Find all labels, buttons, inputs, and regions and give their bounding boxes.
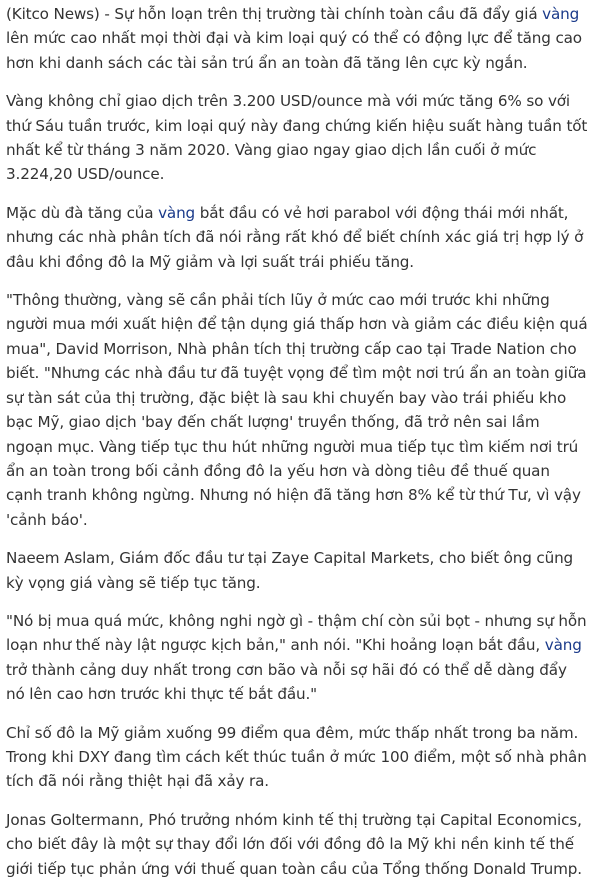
paragraph-3 (6, 201, 590, 274)
gold-link[interactable]: vàng (544, 636, 582, 655)
text-segment: lên mức cao nhất mọi thời đại và kim loại quý có thể có động lực để tăng cao hơn khi danh sách các tài sản trú ẩn an toàn đã tăng lên cực kỳ ngắn. (6, 29, 582, 72)
paragraph-7 (6, 721, 590, 794)
gold-link[interactable]: vàng (542, 5, 580, 23)
text-segment: Vàng không chỉ giao dịch trên 3.200 USD/ounce mà với mức tăng 6% so với thứ Sáu tuần trước, kim loại quý này đang chứng kiến hiệu suất hàng tuần tốt nhất kể từ tháng 3 năm 2020. Vàng giao ngay giao dịch lần cuối ở mức 3.224,20 USD/ounce. (6, 92, 588, 184)
text-segment: Naeem Aslam, Giám đốc đầu tư tại Zaye Capital Markets, cho biết ông cũng kỳ vọng giá vàng sẽ tiếp tục tăng. (6, 549, 574, 592)
text-segment: Chỉ số đô la Mỹ giảm xuống 99 điểm qua đêm, mức thấp nhất trong ba năm. Trong khi DXY đang tìm cách kết thúc tuần ở mức 100 điểm, một số nhà phân tích đã nói rằng thiệt hại đã xảy ra. (6, 723, 587, 791)
text-segment: "Nó bị mua quá mức, không nghi ngờ gì - thậm chí còn sủi bọt - nhưng sự hỗn loạn như thế này lật ngược kịch bản," anh nói. "Khi hoảng loạn bắt đầu, (6, 611, 587, 655)
paragraph-1 (6, 2, 590, 75)
paragraph-4 (6, 288, 590, 532)
paragraph-6 (6, 609, 590, 707)
paragraph-8 (6, 808, 590, 881)
text-segment: (Kitco News) - Sự hỗn loạn trên thị trường tài chính toàn cầu đã đẩy giá (6, 5, 543, 23)
text-segment: Mặc dù đà tăng của (6, 203, 159, 222)
text-segment: trở thành cảng duy nhất trong cơn bão và nỗi sợ hãi đó có thể dễ dàng đẩy nó lên cao hơn trước khi thực tế bắt đầu." (6, 660, 567, 704)
paragraph-2 (6, 89, 590, 187)
paragraph-5 (6, 546, 590, 595)
text-segment: bắt đầu có vẻ hơi parabol với động thái mới nhất, nhưng các nhà phân tích đã nói rằng rất khó để biết chính xác giá trị hợp lý ở đâu khi đồng đô la Mỹ giảm và lợi suất trái phiếu tăng. (6, 203, 584, 271)
gold-link[interactable]: vàng (158, 203, 196, 222)
text-segment: Jonas Goltermann, Phó trưởng nhóm kinh tế thị trường tại Capital Economics, cho biết đây là một sự thay đổi lớn đối với đồng đô la Mỹ khi nền kinh tế thế giới tiếp tục phản ứng với thuế quan toàn cầu của Tổng thống Donald Trump. (6, 810, 582, 878)
text-segment: "Thông thường, vàng sẽ cần phải tích lũy ở mức cao mới trước khi những người mua mới xuất hiện để tận dụng giá thấp hơn và giảm các điều kiện quá mua", David Morrison, Nhà phân tích thị trường cấp cao tại Trade Nation cho biết. "Nhưng các nhà đầu tư đã tuyệt vọng để tìm một nơi trú ẩn an toàn giữa sự tàn sát của thị trường, đặc biệt là sau khi chuyến bay vào trái phiếu kho bạc Mỹ, giao dịch 'bay đến chất lượng' truyền thống, đã trở nên sai lầm ngoạn mục. Vàng tiếp tục thu hút những người mua tiếp tục tìm kiếm nơi trú ẩn an toàn trong bối cảnh đồng đô la yếu hơn và dòng tiêu đề thuế quan cạnh tranh không ngừng. Nhưng nó hiện đã tăng hơn 8% kể từ thứ Tư, vì vậy 'cảnh báo'. (6, 291, 588, 529)
